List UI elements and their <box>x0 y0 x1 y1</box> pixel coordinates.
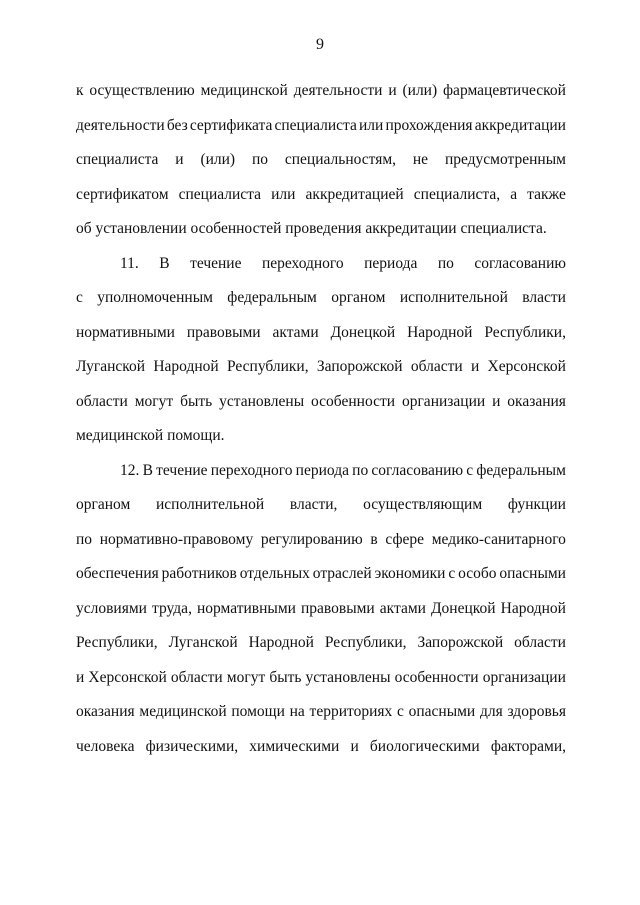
text-line: и Херсонской области могут быть установлены особенности организации <box>76 668 566 686</box>
paragraph <box>76 454 566 765</box>
text-line: 11. В течение переходного периода по согласованию <box>120 254 566 272</box>
text-line: специалиста и (или) по специальностям, не предусмотренным <box>76 151 566 168</box>
text-line: оказания медицинской помощи на территориях с опасными для здоровья <box>76 703 566 720</box>
page-number: 9 <box>316 36 324 53</box>
text-line: деятельности без сертификата специалиста или прохождения аккредитации <box>76 116 566 134</box>
text-line: сертификатом специалиста или аккредитацией специалиста, а также <box>76 185 566 203</box>
text-line: к осуществлению медицинской деятельности и (или) фармацевтической <box>76 82 566 99</box>
text-line: 12. В течение переходного периода по согласованию с федеральным <box>120 461 566 479</box>
text-line: условиями труда, нормативными правовыми актами Донецкой Народной <box>76 599 566 617</box>
text-line: обеспечения работников отдельных отраслей экономики с особо опасными <box>76 565 566 582</box>
text-line: человека физическими, химическими и биологическими факторами, <box>76 737 566 755</box>
text-line: Луганской Народной Республики, Запорожской области и Херсонской <box>76 358 566 375</box>
document-body <box>76 74 566 764</box>
text-line: области могут быть установлены особенности организации и оказания <box>76 392 566 410</box>
paragraph <box>76 74 566 247</box>
text-line: с уполномоченным федеральным органом исполнительной власти <box>76 289 566 306</box>
text-line: Республики, Луганской Народной Республики, Запорожской области <box>76 634 566 651</box>
text-line: об установлении особенностей проведения аккредитации специалиста. <box>76 220 547 237</box>
text-line: органом исполнительной власти, осуществляющим функции <box>76 496 566 513</box>
text-line: нормативными правовыми актами Донецкой Народной Республики, <box>76 323 566 341</box>
text-line: по нормативно-правовому регулированию в сфере медико-санитарного <box>76 530 566 548</box>
text-line: медицинской помощи. <box>76 427 225 444</box>
paragraph <box>76 247 566 454</box>
